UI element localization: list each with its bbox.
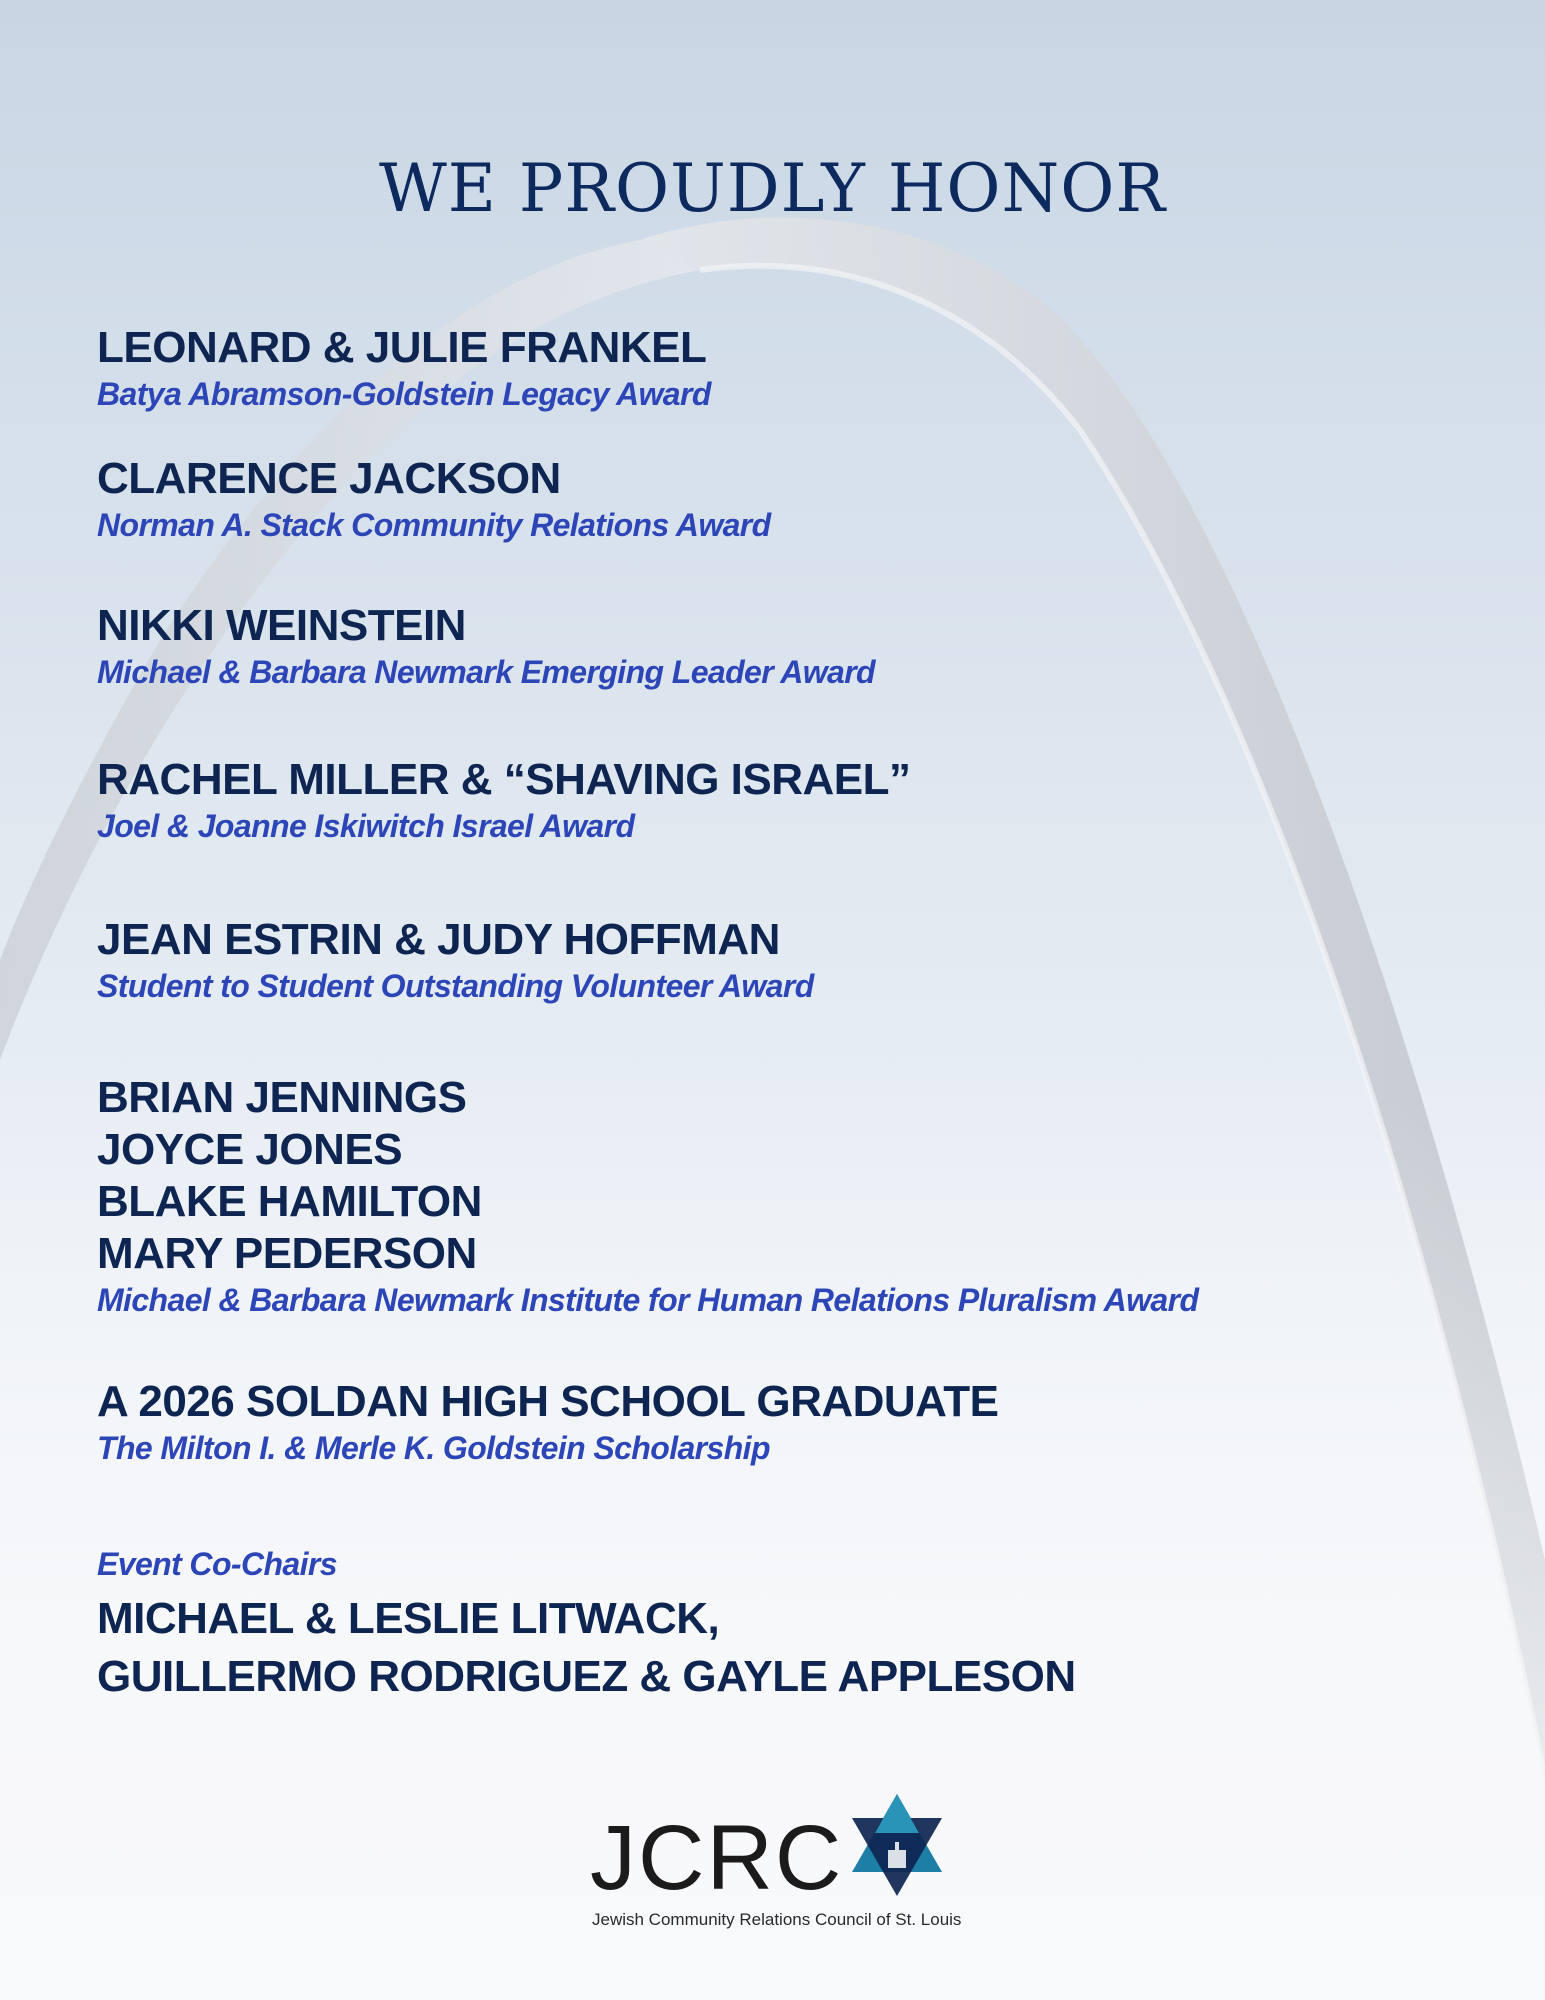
cochairs-section <box>97 1544 1076 1706</box>
honoree-entry <box>97 1376 998 1468</box>
award-name: Michael & Barbara Newmark Emerging Leader Award <box>97 654 876 690</box>
honoree-entry <box>97 914 814 1006</box>
honoree-name: MARY PEDERSON <box>97 1229 477 1278</box>
award-name: Joel & Joanne Iskiwitch Israel Award <box>97 808 635 844</box>
honoree-entry <box>97 1072 1198 1320</box>
page-title: WE PROUDLY HONOR <box>378 150 1167 227</box>
honoree-name: LEONARD & JULIE FRANKEL <box>97 323 707 372</box>
cochair-names: MICHAEL & LESLIE LITWACK, <box>97 1594 720 1643</box>
honoree-name: RACHEL MILLER & “SHAVING ISRAEL” <box>97 755 911 804</box>
honoree-name: CLARENCE JACKSON <box>97 454 561 503</box>
star-of-david-icon <box>842 1790 952 1900</box>
award-name: The Milton I. & Merle K. Goldstein Scholarship <box>97 1430 770 1466</box>
honoree-name: JOYCE JONES <box>97 1125 403 1174</box>
award-name: Michael & Barbara Newmark Institute for Human Relations Pluralism Award <box>97 1282 1199 1318</box>
award-name: Batya Abramson-Goldstein Legacy Award <box>97 376 711 412</box>
honoree-name: A 2026 SOLDAN HIGH SCHOOL GRADUATE <box>97 1377 999 1426</box>
award-name: Norman A. Stack Community Relations Award <box>97 507 771 543</box>
logo-subtitle: Jewish Community Relations Council of St. Louis <box>592 1910 962 1929</box>
honoree-name: NIKKI WEINSTEIN <box>97 601 466 650</box>
honoree-name: BRIAN JENNINGS <box>97 1073 467 1122</box>
cochairs-label: Event Co-Chairs <box>97 1546 337 1582</box>
honoree-entry <box>97 754 911 846</box>
cochair-names: GUILLERMO RODRIGUEZ & GAYLE APPLESON <box>97 1652 1076 1701</box>
logo-wordmark: JCRC <box>590 1807 844 1909</box>
award-name: Student to Student Outstanding Volunteer Award <box>97 968 814 1004</box>
honoree-entry <box>97 453 771 545</box>
honoree-name: JEAN ESTRIN & JUDY HOFFMAN <box>97 915 780 964</box>
honoree-name: BLAKE HAMILTON <box>97 1177 482 1226</box>
honoree-entry <box>97 322 711 414</box>
jcrc-logo <box>590 1790 970 1940</box>
honoree-entry <box>97 600 875 692</box>
